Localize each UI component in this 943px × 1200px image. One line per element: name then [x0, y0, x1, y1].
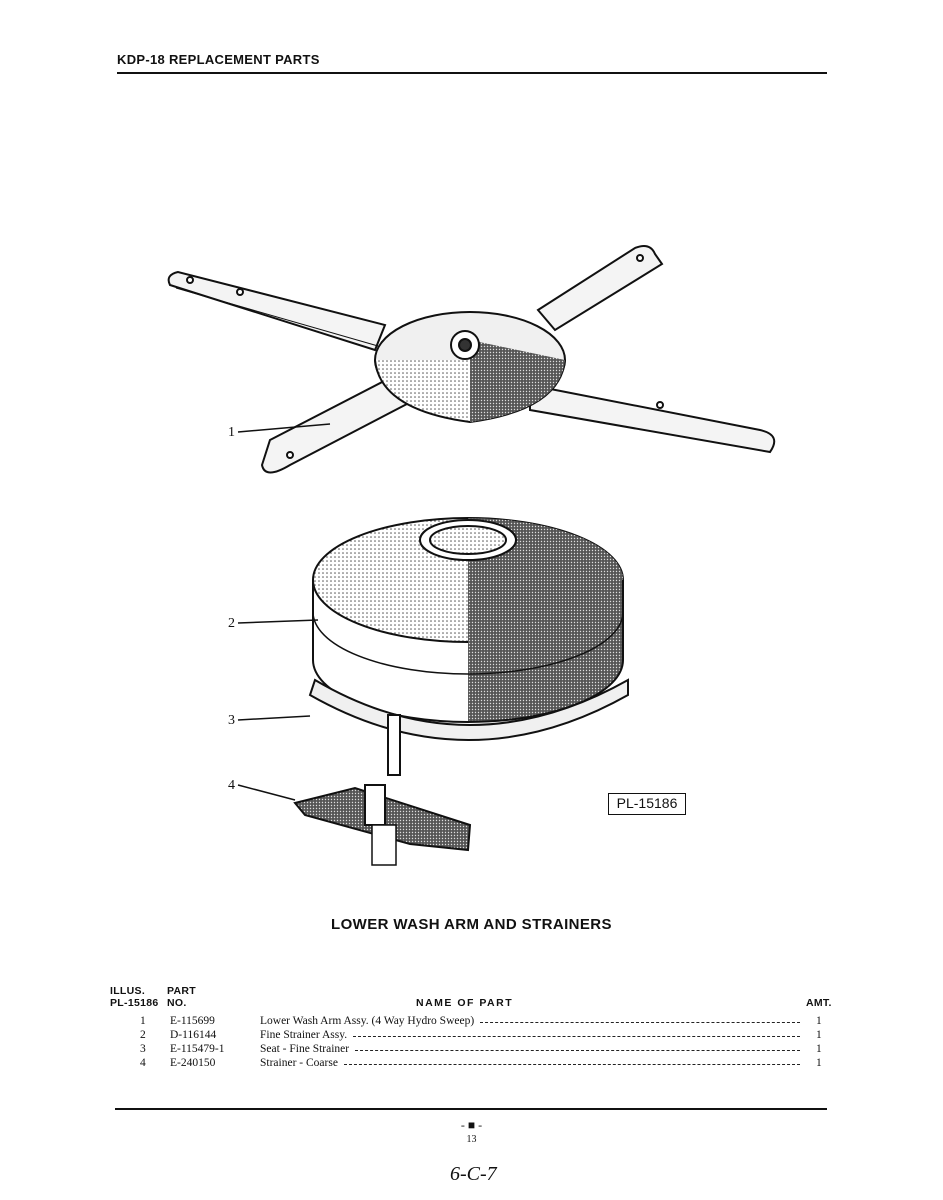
row-name-text: Seat - Fine Strainer	[260, 1043, 350, 1055]
row-illus: 4	[140, 1057, 146, 1069]
row-amt: 1	[816, 1057, 822, 1069]
row-illus: 3	[140, 1043, 146, 1055]
row-part-no: E-240150	[170, 1057, 216, 1069]
coarse-strainer-drawing	[295, 785, 470, 865]
leader-dashes	[355, 1050, 800, 1051]
col-amt: AMT.	[806, 997, 832, 1009]
figure-title: LOWER WASH ARM AND STRAINERS	[331, 916, 612, 933]
leader-dashes	[344, 1064, 800, 1065]
wash-arm-drawing	[169, 246, 775, 473]
row-amt: 1	[816, 1015, 822, 1027]
leader-dashes	[353, 1036, 800, 1037]
plate-label: PL-15186	[608, 793, 686, 815]
col-part-line2: NO.	[167, 997, 187, 1009]
row-illus: 1	[140, 1015, 146, 1027]
table-row	[110, 1014, 840, 1028]
row-amt: 1	[816, 1029, 822, 1041]
page-number: 13	[466, 1134, 477, 1145]
parts-illustration	[150, 240, 800, 880]
leader-dashes	[480, 1022, 800, 1023]
handwritten-note: 6-C-7	[450, 1163, 497, 1185]
table-row	[110, 1056, 840, 1070]
row-name	[260, 1056, 800, 1070]
table-row	[110, 1042, 840, 1056]
row-amt: 1	[816, 1043, 822, 1055]
callout-4: 4	[228, 778, 235, 793]
callout-1: 1	[228, 425, 235, 440]
row-illus: 2	[140, 1029, 146, 1041]
row-part-no: E-115699	[170, 1015, 215, 1027]
row-name	[260, 1014, 800, 1028]
col-illus-line1: ILLUS.	[110, 985, 146, 997]
row-part-no: D-116144	[170, 1029, 217, 1041]
row-name	[260, 1042, 800, 1056]
parts-list	[110, 1014, 840, 1070]
page-header: KDP-18 REPLACEMENT PARTS	[117, 52, 320, 67]
col-name: NAME OF PART	[416, 997, 514, 1009]
row-part-no: E-115479-1	[170, 1043, 225, 1055]
col-illus-line2: PL-15186	[110, 997, 159, 1009]
table-row	[110, 1028, 840, 1042]
strainer-drawing	[310, 518, 628, 775]
col-part-line1: PART	[167, 985, 197, 997]
footer-rule	[115, 1108, 827, 1110]
row-name	[260, 1028, 800, 1042]
header-rule	[117, 72, 827, 74]
callout-2: 2	[228, 616, 235, 631]
page-mark: - ■ -	[460, 1118, 483, 1132]
row-name-text: Strainer - Coarse	[260, 1057, 338, 1069]
callout-3: 3	[228, 713, 235, 728]
callout-leaders	[238, 424, 330, 800]
row-name-text: Lower Wash Arm Assy. (4 Way Hydro Sweep)	[260, 1015, 475, 1027]
row-name-text: Fine Strainer Assy.	[260, 1029, 348, 1041]
